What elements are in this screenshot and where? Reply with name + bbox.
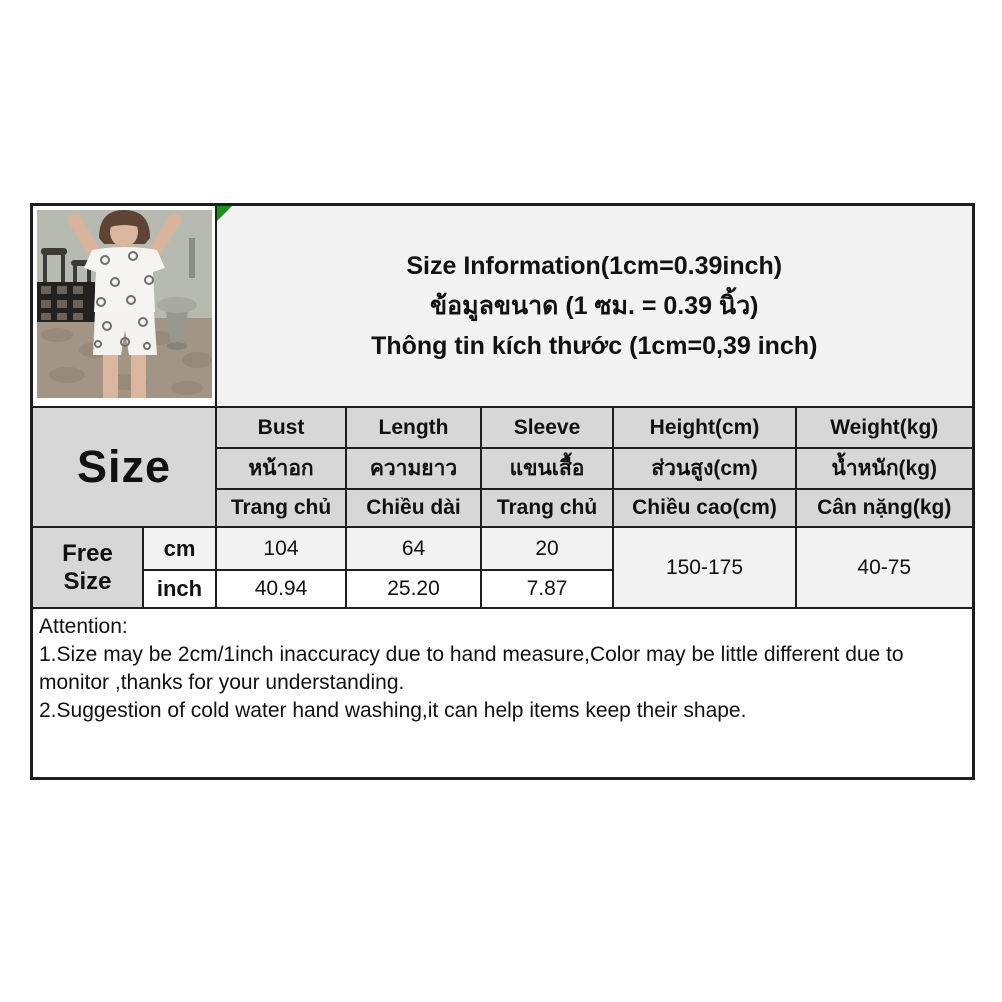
- bust-cm-value: 104: [216, 527, 346, 570]
- green-corner-marker: [217, 206, 232, 221]
- blocks-icon: [37, 282, 95, 322]
- attention-note-2: 2.Suggestion of cold water hand washing,it can help items keep their shape.: [39, 699, 747, 722]
- col-header-length-vi: Chiều dài: [346, 489, 481, 527]
- product-photo: [37, 210, 212, 398]
- col-header-height-th: ส่วนสูง(cm): [613, 448, 796, 489]
- height-range-value: 150-175: [613, 527, 796, 608]
- col-header-sleeve-th: แขนเสื้อ: [481, 448, 613, 489]
- length-cm-value: 64: [346, 527, 481, 570]
- sleeve-cm-value: 20: [481, 527, 613, 570]
- col-header-length-en: Length: [346, 407, 481, 448]
- col-header-height-en: Height(cm): [613, 407, 796, 448]
- col-header-weight-th: น้ำหนัก(kg): [796, 448, 973, 489]
- col-header-bust-th: หน้าอก: [216, 448, 346, 489]
- col-header-weight-vi: Cân nặng(kg): [796, 489, 973, 527]
- product-photo-cell: [32, 205, 217, 408]
- col-header-bust-en: Bust: [216, 407, 346, 448]
- col-header-sleeve-vi: Trang chủ: [481, 489, 613, 527]
- sleeve-inch-value: 7.87: [481, 570, 613, 608]
- size-table: [30, 203, 975, 780]
- attention-note-1: 1.Size may be 2cm/1inch inaccuracy due to hand measure,Color may be little different due to monitor ,thanks for your understanding.: [39, 643, 904, 694]
- unit-cm: cm: [143, 527, 216, 570]
- row-label-free-size: Free Size: [32, 527, 144, 608]
- title-cell: [216, 205, 973, 408]
- attention-heading: Attention:: [39, 615, 128, 638]
- col-header-height-vi: Chiều cao(cm): [613, 489, 796, 527]
- unit-inch: inch: [143, 570, 216, 608]
- size-header-cell: Size: [32, 407, 217, 527]
- title-vietnamese: Thông tin kích thước (1cm=0,39 inch): [371, 332, 818, 360]
- col-header-sleeve-en: Sleeve: [481, 407, 613, 448]
- attention-cell: [32, 608, 974, 778]
- title-thai: ข้อมูลขนาด (1 ซม. = 0.39 นิ้ว): [430, 292, 759, 320]
- bust-inch-value: 40.94: [216, 570, 346, 608]
- length-inch-value: 25.20: [346, 570, 481, 608]
- title-english: Size Information(1cm=0.39inch): [406, 252, 783, 280]
- col-header-length-th: ความยาว: [346, 448, 481, 489]
- col-header-bust-vi: Trang chủ: [216, 489, 346, 527]
- col-header-weight-en: Weight(kg): [796, 407, 973, 448]
- weight-range-value: 40-75: [796, 527, 973, 608]
